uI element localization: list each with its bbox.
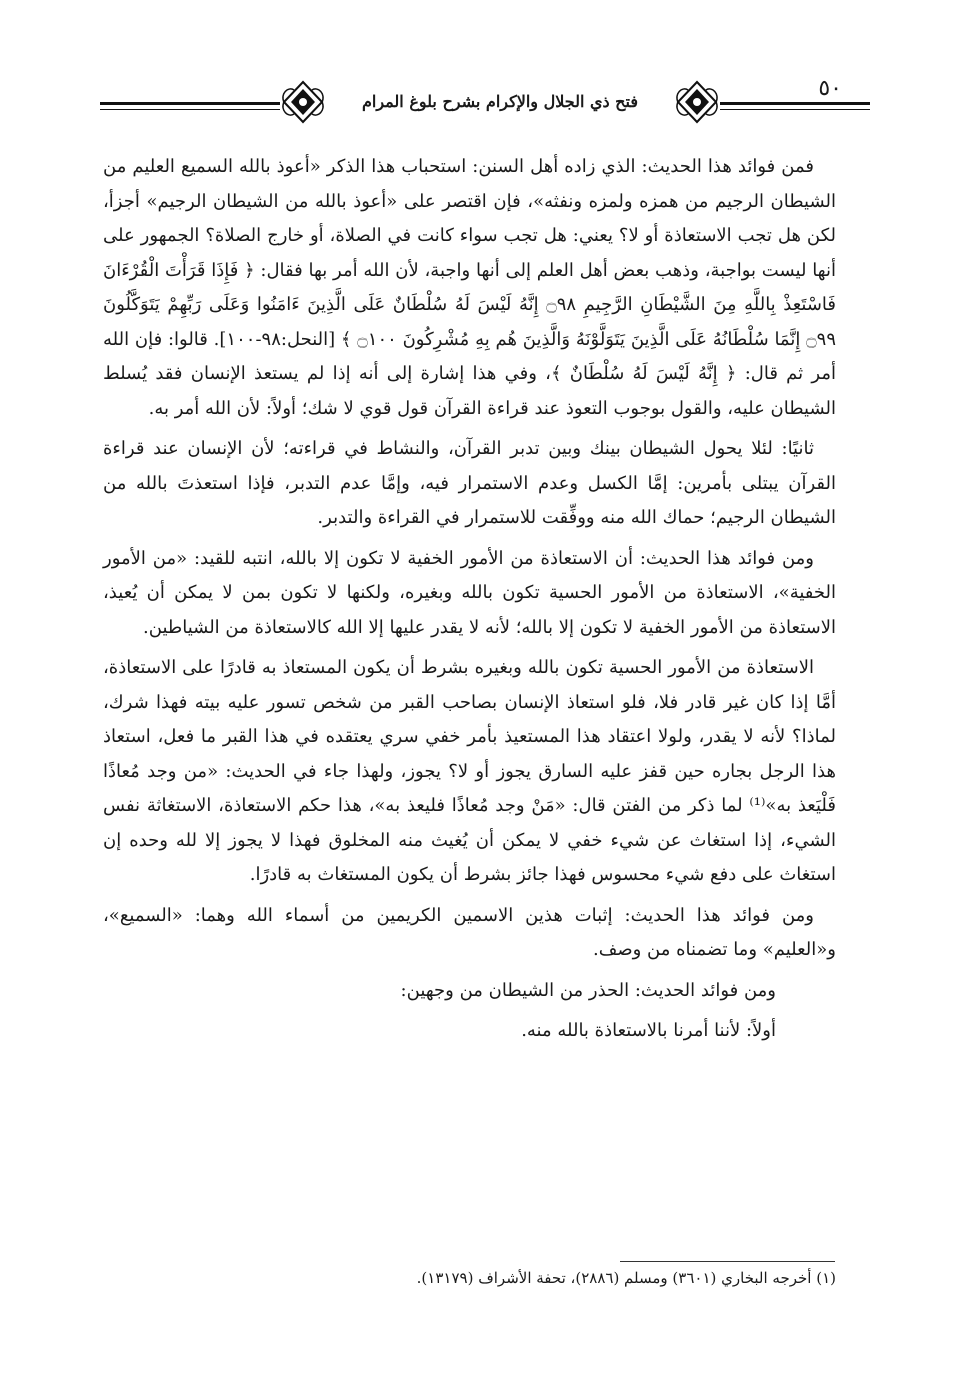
paragraph: الاستعاذة من الأمور الحسية تكون بالله وبغيره بشرط أن يكون المستعاذ به قادرًا على الاستعاذة، أمَّا إذا كان غير قادر فلا، فلو استعاذ الإنسان بصاحب القبر من شخص تسور عليه بيته فهذا شرك، لماذا؟ لأنه لا يقدر، ولولا اعتقاد هذا المستعيذ بأمر خفي سري يعتقده في هذا القبر ما فعل، استعاذ هذا الرجل بجاره حين قفز عليه السارق يجوز أو لا؟ يجوز، ولهذا جاء في الحديث: «من وجد مُعاذًا فَلْيَعذ به»⁽¹⁾ لما ذكر من الفتن قال: «مَنْ وجد مُعاذًا فليعذ به»، هذا حكم الاستعاذة، الاستغاثة نفس الشيء، إذا استغاث عن شيء خفي لا يمكن أن يُغيث منه المخلوق فهذا لا يجوز إلا لله وحده إن استغاث على دفع شيء محسوس فهذا جائز بشرط أن يكون المستغاث به قادرًا. bbox=[103, 657, 836, 885]
paragraph: ومن فوائد الحديث: الحذر من الشيطان من وجهين: bbox=[400, 979, 776, 1001]
ornament-icon bbox=[674, 80, 720, 124]
page-header bbox=[100, 78, 870, 128]
footnote: (١) أخرجه البخاري (٣٦٠١) ومسلم (٢٨٨٦)، تحفة الأشراف (١٣١٧٩). bbox=[416, 1269, 836, 1287]
paragraph: ومن فوائد هذا الحديث: أن الاستعاذة من الأمور الخفية لا تكون إلا بالله، انتبه للقيد: «من الأمور الخفية»، الاستعاذة من الأمور الحسية تكون بالله وبغيره، ولكنها لا تكون بمن لا يمكن أن يُعيذ، الاستعاذة من الأمور الخفية لا تكون إلا بالله؛ لأنه لا يقدر عليها إلا الله كالاستعاذة من الشياطين. bbox=[103, 547, 836, 638]
footnote-divider bbox=[620, 1261, 835, 1262]
book-title: فتح ذي الجلال والإكرام بشرح بلوغ المرام bbox=[362, 92, 638, 111]
header-rule-right bbox=[720, 102, 870, 105]
header-rule-left bbox=[100, 102, 280, 105]
ornament-icon bbox=[280, 80, 326, 124]
paragraph: فمن فوائد هذا الحديث: الذي زاده أهل السنن: استحباب هذا الذكر «أعوذ بالله السميع العليم من الشيطان الرجيم من همزه ولمزه ونفثه»، فإن اقتصر على «أعوذ بالله من الشيطان الرجيم» أجزأ، لكن هل تجب الاستعاذة أو لا؟ يعني: هل تجب سواء كانت في الصلاة، أو خارج الصلاة؟ الجمهور على أنها ليست بواجبة، وذهب بعض أهل العلم إلى أنها واجبة، لأن الله أمر بها فقال: ﴿ فَإِذَا قَرَأْتَ الْقُرْءَانَ فَاسْتَعِذْ بِاللَّهِ مِنَ الشَّيْطَانِ الرَّجِيمِ ۝٩٨ إِنَّهُ لَيْسَ لَهُ سُلْطَانٌ عَلَى الَّذِينَ ءَامَنُوا وَعَلَى رَبِّهِمْ يَتَوَكَّلُونَ ۝٩٩ إِنَّمَا سُلْطَانُهُ عَلَى الَّذِينَ يَتَوَلَّوْنَهُ وَالَّذِينَ هُم بِهِ مُشْرِكُونَ ۝١٠٠ ﴾ [النحل:٩٨-١٠٠]. قالوا: فإن الله أمر ثم قال: ﴿ إِنَّهُ لَيْسَ لَهُ سُلْطَانٌ ﴾، وفي هذا إشارة إلى أنه إذا لم يستعذ الإنسان فقد يُسلط الشيطان عليه، والقول بوجوب التعوذ عند قراءة القرآن قول قوي لا شك؛ أولاً: لأن الله أمر به. bbox=[103, 156, 837, 419]
main-text bbox=[103, 150, 836, 1055]
paragraph: ثانيًا: لئلا يحول الشيطان بينك وبين تدبر القرآن، والنشاط في قراءته؛ لأن الإنسان عند قراءة القرآن يبتلى بأمرين: إمَّا الكسل وعدم الاستمرار فيه، وإمَّا عدم التدبر، فإذا استعذتَ بالله من الشيطان الرجيم؛ حماك الله منه ووفِّقت للاستمرار في القراءة والتدبر. bbox=[103, 438, 836, 528]
page-number: ٥٠ bbox=[818, 76, 842, 101]
paragraph: ومن فوائد هذا الحديث: إثبات هذين الاسمين الكريمين من أسماء الله وهما: «السميع»، و«العليم» وما تضمناه من وصف. bbox=[103, 904, 836, 960]
paragraph: أولاً: لأننا أمرنا بالاستعاذة بالله منه. bbox=[521, 1020, 776, 1041]
